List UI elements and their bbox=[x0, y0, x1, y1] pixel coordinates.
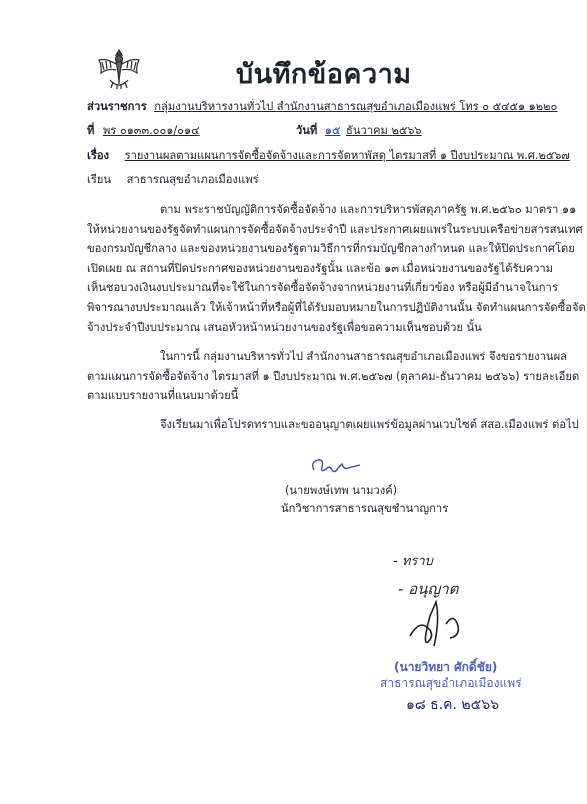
date-day: ๑๕ bbox=[324, 124, 341, 137]
to-value: สาธารณสุขอำเภอเมืองแพร่ bbox=[126, 173, 259, 186]
ref-date-row bbox=[87, 123, 557, 138]
body-paragraph-1 bbox=[87, 200, 586, 337]
para1-line: ให้หน่วยงานของรัฐจัดทำแผนการจัดซื้อจัดจ้างประจำปี และประกาศเผยแพร่ในระบบเครือข่ายสารสนเทศ bbox=[87, 222, 583, 236]
para2-line: ตามแบบรายงานที่แนบมาด้วยนี้ bbox=[87, 389, 239, 403]
garuda-emblem-icon bbox=[96, 46, 142, 92]
agency-label: ส่วนราชการ bbox=[87, 100, 147, 113]
to-label: เรียน bbox=[87, 173, 112, 186]
para1-line: ตาม พระราชบัญญัติการจัดซื้อจัดจ้าง และการบริหารพัสดุภาครัฐ พ.ศ.๒๕๖๐ มาตรา ๑๑ bbox=[160, 203, 577, 216]
signer-signature bbox=[308, 452, 368, 480]
signer-name: (นายพงษ์เทพ นามวงค์) bbox=[285, 484, 398, 497]
para2-line: ในการนี้ กลุ่มงานบริหารทั่วไป สำนักงานสาธารณสุขอำเภอเมืองแพร่ จึงขอรายงานผล bbox=[160, 350, 567, 363]
body-paragraph-3 bbox=[87, 415, 579, 435]
subject-value: รายงานผลตามแผนการจัดซื้อจัดจ้างและการจัดหาพัสดุ ไตรมาสที่ ๑ ปีงบประมาณ พ.ศ.๒๕๖๗ bbox=[124, 149, 570, 162]
agency-row bbox=[87, 99, 557, 114]
ref-label: ที่ bbox=[87, 124, 95, 137]
signer-position: นักวิชาการสาธารณสุขชำนาญการ bbox=[281, 502, 449, 515]
body-paragraph-2 bbox=[87, 347, 580, 406]
approver-signature bbox=[400, 596, 480, 654]
para1-line: จ้างประจำปีงบประมาณ เสนอหัวหน้าหน่วยงานของรัฐเพื่อขอความเห็นชอบด้วย นั้น bbox=[87, 320, 482, 334]
date-month-year: ธันวาคม ๒๕๖๖ bbox=[346, 124, 422, 137]
approver-stamp-name: (นายวิทยา ศักดิ์ชัย) bbox=[394, 660, 498, 674]
subject-label: เรื่อง bbox=[87, 149, 110, 162]
approval-note-acknowledged: - ทราบ bbox=[393, 554, 433, 569]
agency-value: กลุ่มงานบริหารงานทั่วไป สำนักงานสาธารณสุขอำเภอเมืองแพร่ โทร ๐ ๕๔๕๑ ๑๒๒๐ bbox=[154, 100, 558, 113]
approver-stamp-title: สาธารณสุขอำเภอเมืองแพร่ bbox=[380, 676, 522, 690]
ref-value: พร ๐๑๓๓.๐๐๑/๐๑๔ bbox=[102, 124, 200, 137]
document-title: บันทึกข้อความ bbox=[236, 59, 412, 90]
para2-line: ตามแผนการจัดซื้อจัดจ้าง ไตรมาสที่ ๑ ปีงบประมาณ พ.ศ.๒๕๖๗ (ตุลาคม-ธันวาคม ๒๕๖๖) รายละเอียด bbox=[87, 369, 580, 383]
approval-date: ๑๘ ธ.ค. ๒๕๖๖ bbox=[406, 697, 499, 713]
date-label: วันที่ bbox=[296, 124, 318, 137]
para1-line: เปิดเผย ณ สถานที่ปิดประกาศของหน่วยงานของรัฐนั้น และข้อ ๑๓ เมื่อหน่วยงานของรัฐได้รับความ bbox=[87, 261, 554, 275]
para1-line: พิจารณางบประมาณแล้ว ให้เจ้าหน้าที่หรือผู้ที่ได้รับมอบหมายในการปฏิบัติงานนั้น จัดทำแผนการจัดซื้อจัด bbox=[87, 300, 586, 314]
subject-row bbox=[87, 148, 570, 163]
para1-line: ของกรมบัญชีกลาง และของหน่วยงานของรัฐตามวิธีการที่กรมบัญชีกลางกำหนด และให้ปิดประกาศโดย bbox=[87, 242, 575, 256]
para3-line: จึงเรียนมาเพื่อโปรดทราบและขออนุญาตเผยแพร่ข้อมูลผ่านเวบไซต์ สสอ.เมืองแพร่ ต่อไป bbox=[160, 418, 579, 431]
approval-note-permitted: - อนุญาต bbox=[398, 580, 459, 598]
date-field bbox=[296, 123, 422, 138]
para1-line: เห็นชอบวงเงินงบประมาณที่จะใช้ในการจัดซื้อจัดจ้างจากหน่วยงานที่เกี่ยวข้อง หรือผู้มีอำนาจในการ bbox=[87, 281, 558, 295]
to-row bbox=[87, 172, 259, 187]
